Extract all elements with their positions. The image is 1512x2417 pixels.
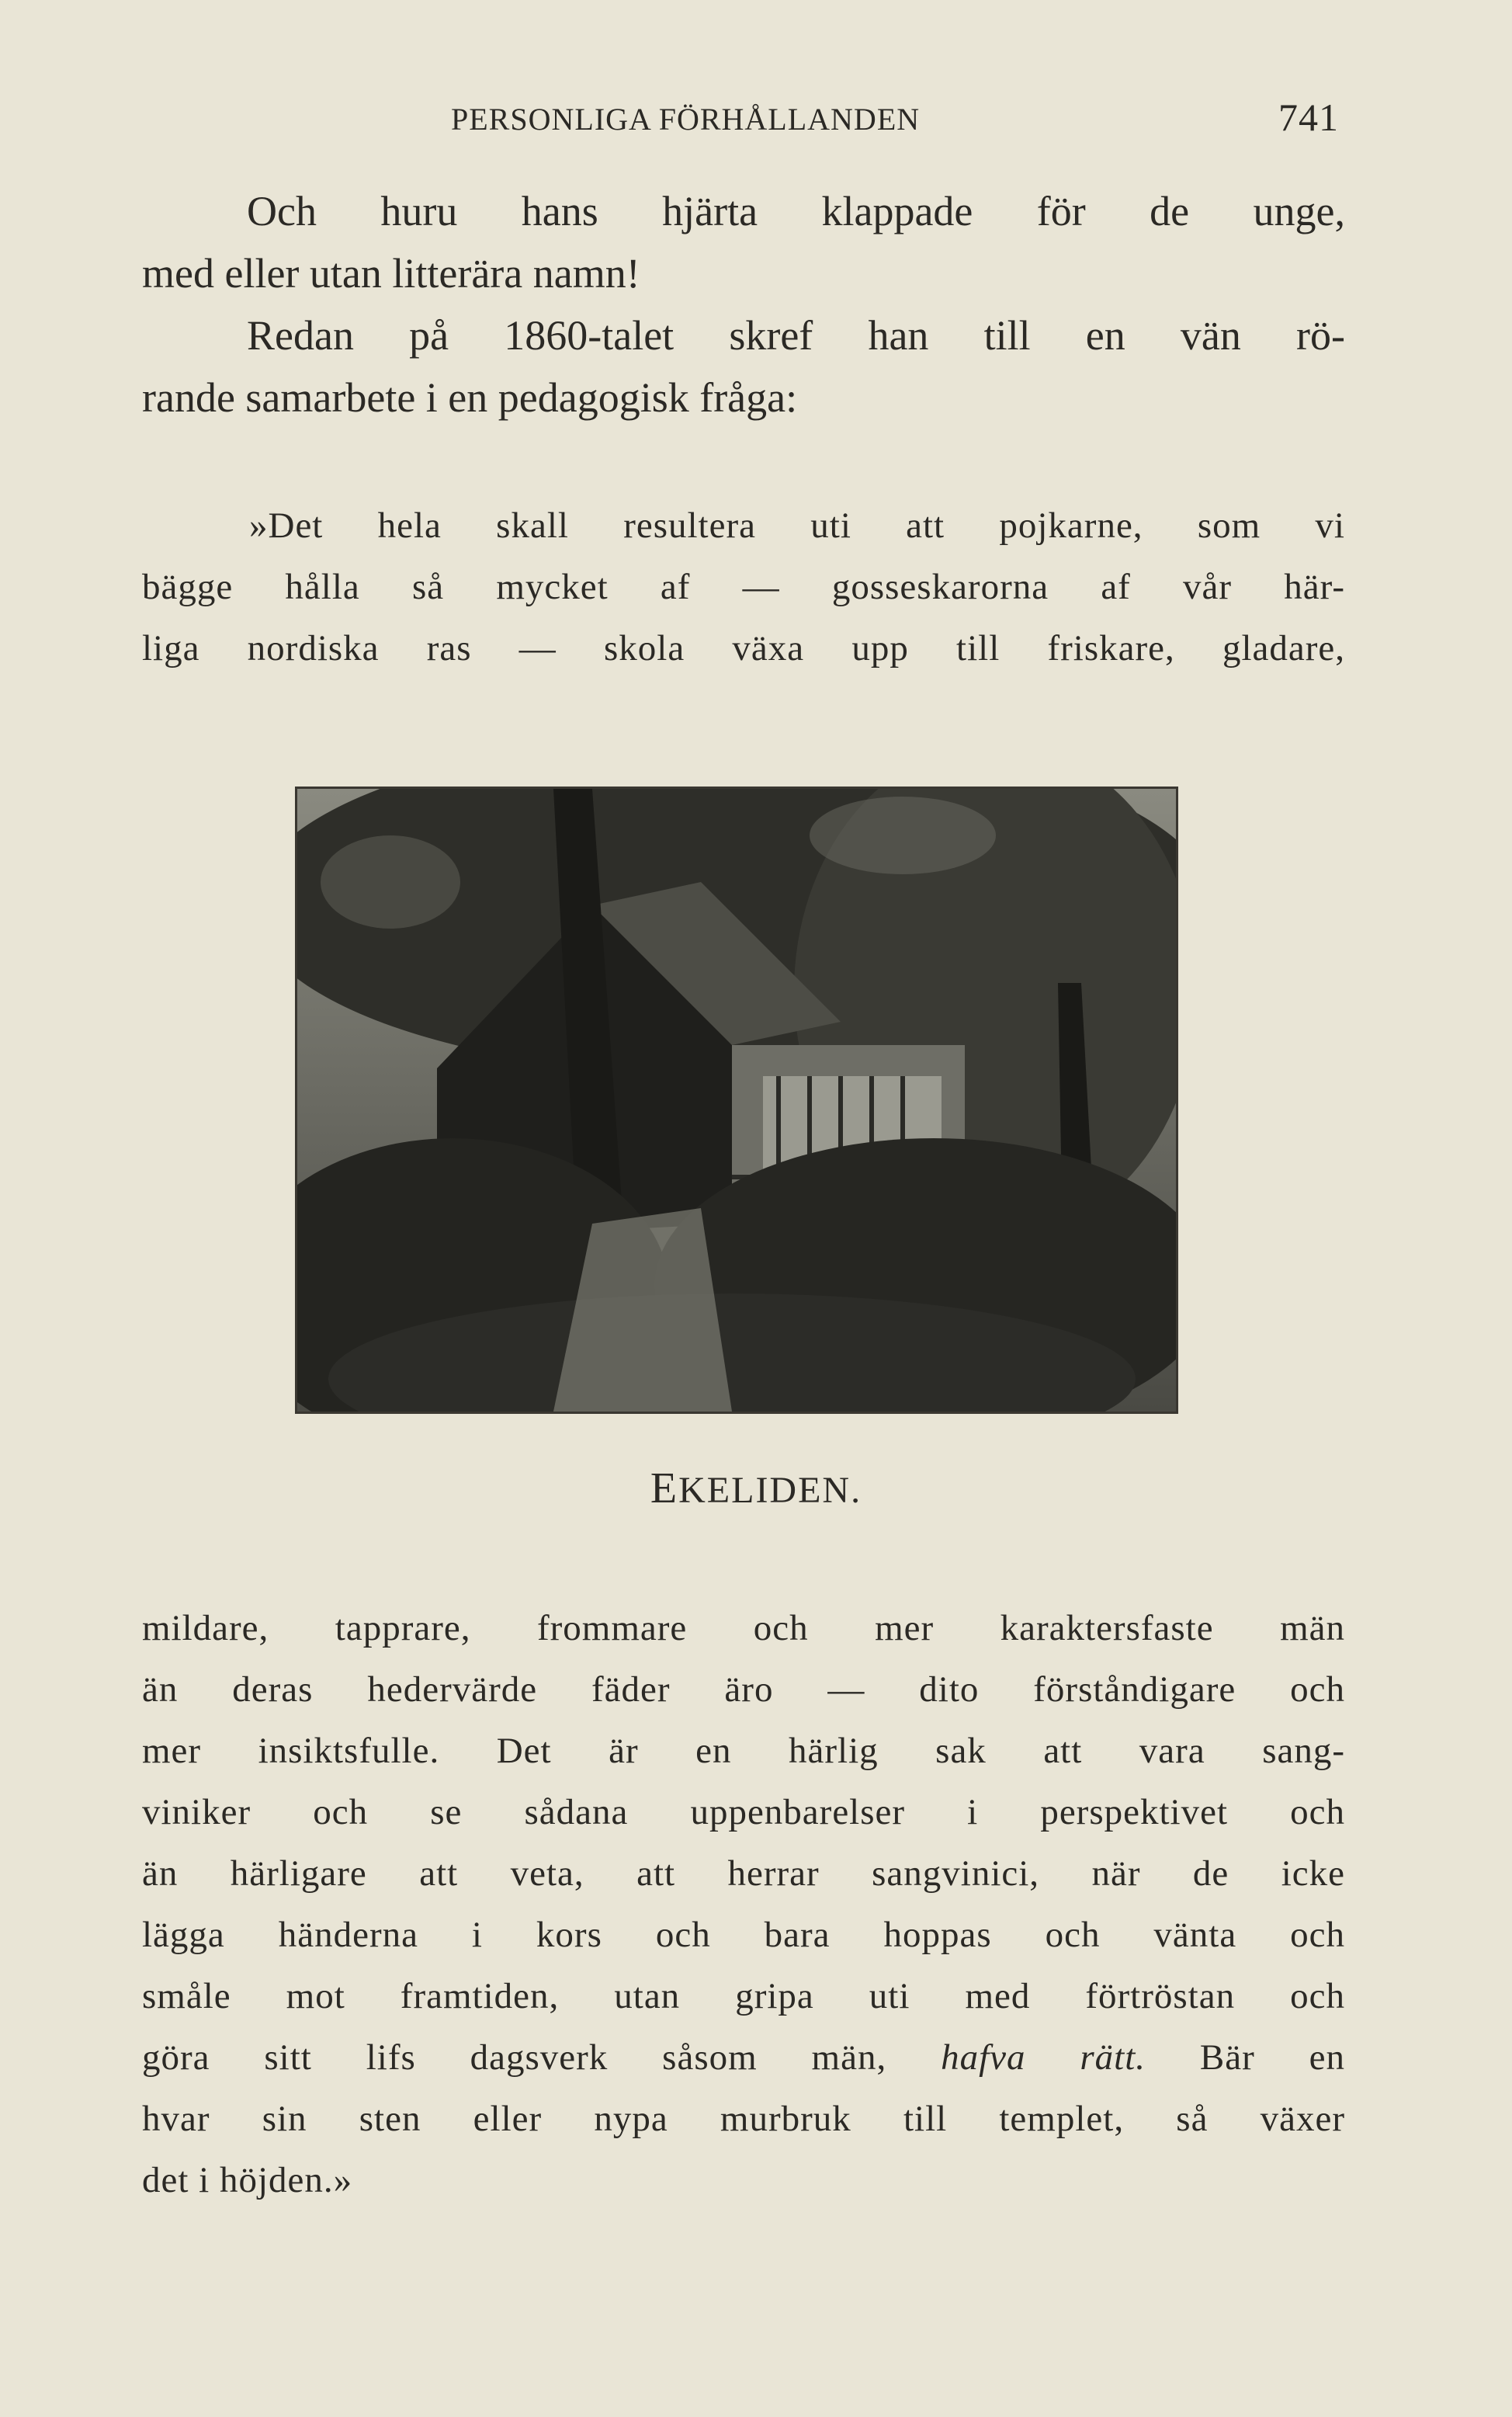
text-line: bägge hålla så mycket af — gosseskarorna af vår här- <box>142 567 1345 607</box>
quotation-part-2 <box>142 1598 1345 2211</box>
text-span: Bär en <box>1146 2037 1345 2078</box>
text-span: göra sitt lifs dagsverk såsom män, <box>142 2037 942 2078</box>
text-line: lägga händerna i kors och bara hoppas och vänta och <box>142 1915 1345 1955</box>
italic-text: hafva rätt. <box>941 2037 1146 2078</box>
text-line: än härligare att veta, att herrar sangvinici, när de icke <box>142 1853 1345 1894</box>
page-number: 741 <box>1278 95 1339 139</box>
text-line: mildare, tapprare, frommare och mer karaktersfaste män <box>142 1608 1345 1648</box>
paragraph-1 <box>142 180 1345 304</box>
photograph-house-among-trees-icon <box>297 789 1176 1412</box>
text-line: Redan på 1860-talet skref han till en vän rö- <box>247 312 1345 359</box>
text-line: med eller utan litterära namn! <box>142 250 640 297</box>
text-line: det i höjden.» <box>142 2160 353 2200</box>
text-line: mer insiktsfulle. Det är en härlig sak att vara sang- <box>142 1731 1345 1771</box>
text-line: än deras hedervärde fäder äro — dito förståndigare och <box>142 1669 1345 1710</box>
caption-text: KELIDEN. <box>678 1470 862 1511</box>
text-line: »Det hela skall resultera uti att pojkarne, som vi <box>249 505 1345 546</box>
figure-caption <box>0 1464 1512 1513</box>
paragraph-2 <box>142 304 1345 429</box>
text-line: viniker och se sådana uppenbarelser i perspektivet och <box>142 1792 1345 1832</box>
quotation-part-1 <box>142 495 1345 679</box>
text-line: småle mot framtiden, utan gripa uti med förtröstan och <box>142 1976 1345 2016</box>
text-line: Och huru hans hjärta klappade för de unge, <box>247 188 1345 234</box>
running-head <box>142 95 1345 149</box>
text-line <box>142 2027 1345 2089</box>
running-head-title: PERSONLIGA FÖRHÅLLANDEN <box>451 102 921 137</box>
text-line: rande samarbete i en pedagogisk fråga: <box>142 374 798 421</box>
photograph-figure <box>295 787 1178 1414</box>
caption-initial: E <box>650 1464 679 1512</box>
text-line: hvar sin sten eller nypa murbruk till templet, så växer <box>142 2099 1345 2139</box>
text-line: liga nordiska ras — skola växa upp till friskare, gladare, <box>142 628 1345 668</box>
